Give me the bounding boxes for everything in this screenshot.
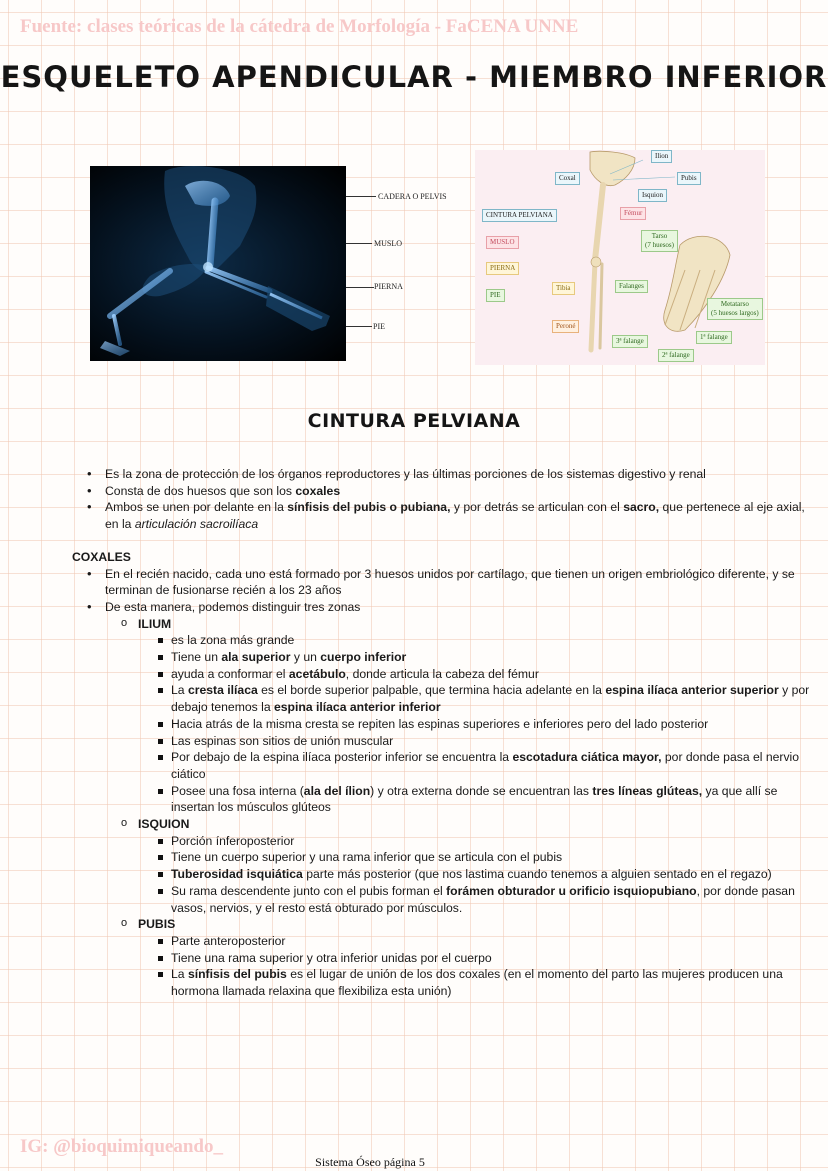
list-item: • Es la zona de protección de los órganos reproductores y las últimas porciones de los sistemas digestivo y renal: [72, 466, 817, 483]
list-item: • En el recién nacido, cada uno está formado por 3 huesos unidos por cartílago, que tienen un origen embriológico diferente, y se terminan de fusionarse recién a los 23 años: [72, 566, 817, 599]
page-title: ESQUELETO APENDICULAR - MIEMBRO INFERIOR: [0, 60, 828, 94]
label-pie: PIE: [373, 322, 385, 331]
lower-limb-diagram: [475, 150, 765, 365]
isquion-list: [72, 833, 817, 917]
instagram-watermark: IG: @bioquimiqueando_: [20, 1136, 223, 1157]
diagram-label-femur: Fémur: [620, 207, 646, 220]
section-title: CINTURA PELVIANA: [307, 410, 521, 432]
diagram-label-falange2: 2ª falange: [658, 349, 694, 362]
diagram-label-falanges: Falanges: [615, 280, 648, 293]
leg-skeleton-illustration: [90, 166, 346, 361]
list-item: Parte anteroposterior: [72, 933, 817, 950]
zone-name: o ILIUM: [138, 616, 172, 631]
diagram-label-metatarso: [707, 298, 763, 320]
list-item: Su rama descendente junto con el pubis forman el forámen obturador u orificio isquiopubiano, por donde pasan vasos, nervios, y el resto está obturado por músculos.: [72, 883, 817, 916]
list-item: • De esta manera, podemos distinguir tres zonas o ILIUM es la zona más grande Tiene un ala superior y un cuerpo inferior ayuda a conformar el acetábulo, donde articula la cabeza del fémur La cresta ilíaca es el borde superior palpable, que termina hacia adelante en la espina ilíaca anterior superior y por debajo tenemos la espina ilíaca anterior inferior Hacia atrás de la misma cresta se repiten las espinas superiores e inferiores pero del lado posterior Las espinas son sitios de unión muscular Por debajo de la espina ilíaca posterior inferior se encuentra la escotadura ciática mayor, por donde pasa el nervio ciático Posee una fosa interna (ala del ílion) y otra externa donde se encuentran las tres líneas glúteas, ya que allí se insertan los músculos glúteos o ISQUION Porción ínferoposterior Tiene un cuerpo superior y una rama inferior que se articula con el pubis Tuberosidad isquiática parte más posterior (que nos lastima cuando tenemos a alguien sentado en el regazo) Su rama descendente junto con el pubis forman el forámen obturador u orificio isquiopubiano, por donde pasan vasos, nervios, y el resto está obturado por músculos. o PUBIS Parte anteroposterior Tiene una rama superior y otra inferior unidas por el cuerpo La sínfisis del pubis es el lugar de unión de los dos coxales (en el momento del parto las mujeres producen una hormona llamada relaxina que flexibiliza esta unión): [72, 599, 817, 1000]
diagram-label-pie: PIE: [486, 289, 505, 302]
list-item: Tiene un ala superior y un cuerpo inferior: [72, 649, 817, 666]
diagram-label-perone: Peroné: [552, 320, 579, 333]
list-item: Tiene una rama superior y otra inferior unidas por el cuerpo: [72, 950, 817, 967]
label-cadera: CADERA O PELVIS: [378, 192, 447, 201]
diagram-label-muslo: MUSLO: [486, 236, 519, 249]
list-item: Porción ínferoposterior: [72, 833, 817, 850]
xray-leg-image: [90, 166, 346, 361]
list-item: Tuberosidad isquiática parte más posterior (que nos lastima cuando tenemos a alguien sentado en el regazo): [72, 866, 817, 883]
diagram-label-isquion: Isquion: [638, 189, 667, 202]
ilium-list: [72, 632, 817, 816]
zone-isquion: [72, 816, 817, 916]
content-body: [72, 466, 817, 1000]
intro-list: [72, 466, 817, 533]
list-item: La cresta ilíaca es el borde superior palpable, que termina hacia adelante en la espina ilíaca anterior superior y por debajo tenemos la espina ilíaca anterior inferior: [72, 682, 817, 715]
list-item: Hacia atrás de la misma cresta se repiten las espinas superiores e inferiores pero del lado posterior: [72, 716, 817, 733]
diagram-label-tibia: Tibia: [552, 282, 575, 295]
label-muslo: MUSLO: [374, 239, 403, 248]
list-item: Por debajo de la espina ilíaca posterior inferior se encuentra la escotadura ciática mayor, por donde pasa el nervio ciático: [72, 749, 817, 782]
diagram-label-tarso: [641, 230, 678, 252]
pubis-list: [72, 933, 817, 1000]
zone-name: o ISQUION: [138, 817, 190, 832]
list-item: • Ambos se unen por delante en la sínfisis del pubis o pubiana, y por detrás se articulan con el sacro, que pertenece al eje axial, en la articulación sacroilíaca: [72, 499, 817, 532]
tarso-subtext: (7 huesos): [645, 241, 674, 249]
zone-pubis: [72, 916, 817, 1000]
source-watermark: Fuente: clases teóricas de la cátedra de Morfología - FaCENA UNNE: [20, 16, 579, 37]
page-footer: Sistema Óseo página 5: [315, 1155, 425, 1169]
zones-list: [72, 616, 817, 1000]
list-item: ayuda a conformar el acetábulo, donde articula la cabeza del fémur: [72, 666, 817, 683]
list-item: Posee una fosa interna (ala del ílion) y otra externa donde se encuentran las tres líneas glúteas, ya que allí se insertan los músculos glúteos: [72, 783, 817, 816]
diagram-label-falange1: 1ª falange: [696, 331, 732, 344]
list-item: Tiene un cuerpo superior y una rama inferior que se articula con el pubis: [72, 849, 817, 866]
xray-labels: [346, 166, 458, 361]
diagram-label-pubis: Pubis: [677, 172, 701, 185]
coxales-heading: COXALES: [72, 549, 131, 564]
diagram-label-cintura: CINTURA PELVIANA: [482, 209, 557, 222]
list-item: Las espinas son sitios de unión muscular: [72, 733, 817, 750]
diagram-label-pierna: PIERNA: [486, 262, 519, 275]
metatarso-text: Metatarso: [720, 300, 749, 308]
zone-ilium: [72, 616, 817, 816]
list-item: La sínfisis del pubis es el lugar de unión de los dos coxales (en el momento del parto las mujeres producen una hormona llamada relaxina que flexibiliza esta unión): [72, 966, 817, 999]
tarso-text: Tarso: [651, 232, 668, 240]
diagram-label-coxal: Coxal: [555, 172, 580, 185]
diagram-label-ilion: Ilion: [651, 150, 672, 163]
list-item: • Consta de dos huesos que son los coxales: [72, 483, 817, 500]
label-pierna: PIERNA: [374, 282, 403, 291]
metatarso-subtext: (5 huesos largos): [711, 309, 759, 317]
coxales-list: [72, 566, 817, 1000]
diagram-label-falange3: 3ª falange: [612, 335, 648, 348]
zone-name: o PUBIS: [138, 917, 176, 932]
list-item: es la zona más grande: [72, 632, 817, 649]
